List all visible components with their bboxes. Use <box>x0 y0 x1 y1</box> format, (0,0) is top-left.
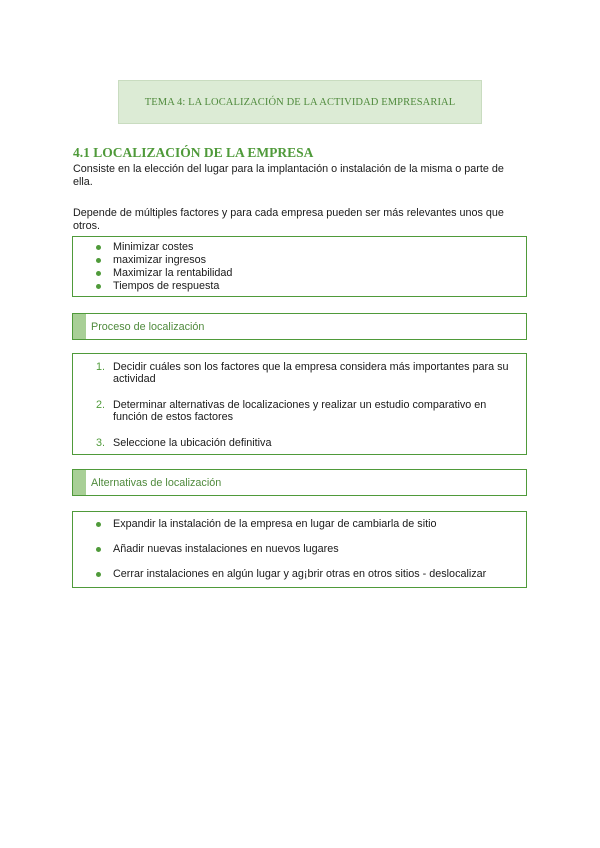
section-heading: 4.1 LOCALIZACIÓN DE LA EMPRESA <box>73 145 314 160</box>
heading-accent-bar <box>73 470 86 495</box>
paragraph-line: ella. <box>73 176 93 188</box>
list-item-text: Cerrar instalaciones en algún lugar y ag¡brir otras en otros sitios - deslocalizar <box>113 568 487 580</box>
process-heading <box>72 313 527 340</box>
process-box <box>72 353 527 455</box>
list-item-text: maximizar ingresos <box>113 254 206 266</box>
factors-box <box>72 236 527 297</box>
list-item-text: Tiempos de respuesta <box>113 280 220 292</box>
list-item-text: Expandir la instalación de la empresa en lugar de cambiarla de sitio <box>113 518 437 530</box>
step-text: Decidir cuáles son los factores que la empresa considera más importantes para su <box>113 361 509 373</box>
step-text: función de estos factores <box>113 411 234 423</box>
paragraph-line: Depende de múltiples factores y para cada empresa pueden ser más relevantes unos que <box>73 207 504 219</box>
heading-accent-bar <box>73 314 86 339</box>
list-item-text: Maximizar la rentabilidad <box>113 267 233 279</box>
paragraph-line: otros. <box>73 220 101 232</box>
bullet-icon <box>96 572 101 577</box>
list-item-text: Añadir nuevas instalaciones en nuevos lugares <box>113 543 339 555</box>
process-heading-label: Proceso de localización <box>91 321 205 333</box>
alternatives-box <box>72 511 527 588</box>
step-number: 1. <box>96 361 106 373</box>
bullet-icon <box>96 284 101 289</box>
paragraph-line: Consiste en la elección del lugar para la implantación o instalación de la misma o parte de <box>73 163 504 175</box>
topic-title-box <box>118 80 482 124</box>
bullet-icon <box>96 522 101 527</box>
paragraph-definition <box>73 163 528 189</box>
bullet-icon <box>96 547 101 552</box>
bullet-icon <box>96 258 101 263</box>
bullet-icon <box>96 271 101 276</box>
list-item-text: Minimizar costes <box>113 241 194 253</box>
alternatives-heading-label: Alternativas de localización <box>91 477 222 489</box>
step-text: actividad <box>113 373 156 385</box>
step-number: 2. <box>96 399 106 411</box>
step-number: 3. <box>96 437 106 449</box>
step-text: Determinar alternativas de localizaciones y realizar un estudio comparativo en <box>113 399 487 411</box>
step-text: Seleccione la ubicación definitiva <box>113 437 272 449</box>
paragraph-factors <box>73 207 528 233</box>
alternatives-heading <box>72 469 527 496</box>
topic-title: TEMA 4: LA LOCALIZACIÓN DE LA ACTIVIDAD EMPRESARIAL <box>144 96 456 108</box>
bullet-icon <box>96 245 101 250</box>
